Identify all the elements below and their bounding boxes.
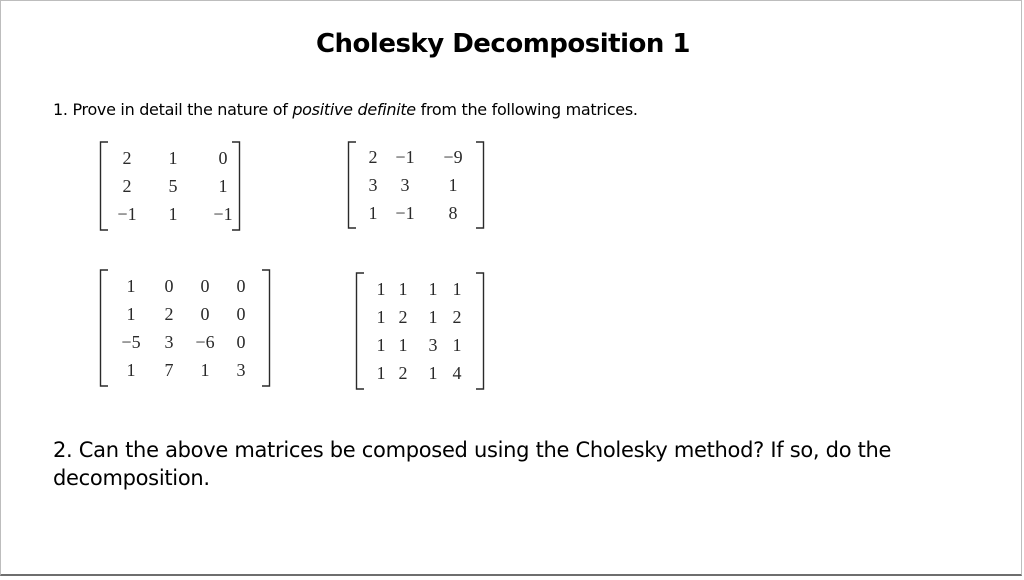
matrix-cell: 1 xyxy=(376,363,386,383)
matrix-cell: 1 xyxy=(448,175,458,195)
matrix-cell: 3 xyxy=(164,332,174,352)
matrix-cell: 1 xyxy=(376,335,386,355)
question-1-suffix: from the following matrices. xyxy=(415,100,638,119)
matrix-cell: −9 xyxy=(443,147,463,167)
matrix-cell: 3 xyxy=(236,360,246,380)
matrix-cell: 0 xyxy=(200,276,210,296)
matrix-cell: −1 xyxy=(213,204,233,224)
matrix-cell: 0 xyxy=(236,304,246,324)
matrix-cell: 2 xyxy=(122,148,132,168)
matrix-cell: 1 xyxy=(126,304,136,324)
matrix-cell: 1 xyxy=(452,279,462,299)
matrix-cell: −1 xyxy=(395,147,415,167)
matrix-cell: 1 xyxy=(452,335,462,355)
matrix-cell: 1 xyxy=(218,176,228,196)
matrix-cell: 1 xyxy=(398,279,408,299)
matrix-cell: 0 xyxy=(236,276,246,296)
matrix-cell: 0 xyxy=(236,332,246,352)
matrix-cell: 1 xyxy=(428,307,438,327)
matrix-cell: 3 xyxy=(428,335,438,355)
matrix-3 xyxy=(99,269,271,387)
matrix-cell: 1 xyxy=(376,307,386,327)
matrix-cell: 7 xyxy=(164,360,174,380)
matrix-cell: 3 xyxy=(368,175,378,195)
page-title: Cholesky Decomposition 1 xyxy=(315,29,691,59)
matrix-cell: 1 xyxy=(126,276,136,296)
matrix-bracket-right xyxy=(261,269,271,387)
matrix-cell: 2 xyxy=(398,363,408,383)
matrix-cell: 1 xyxy=(126,360,136,380)
matrix-cell: 2 xyxy=(122,176,132,196)
question-1-prefix: 1. Prove in detail the nature of xyxy=(53,100,293,119)
matrix-cell: 0 xyxy=(218,148,228,168)
matrix-cell: 5 xyxy=(168,176,178,196)
matrix-bracket-left xyxy=(99,269,109,387)
matrix-cell: 1 xyxy=(398,335,408,355)
matrix-cell: 1 xyxy=(168,204,178,224)
matrix-cell: 3 xyxy=(400,175,410,195)
matrix-cell: 1 xyxy=(200,360,210,380)
matrix-cell: 1 xyxy=(368,203,378,223)
matrix-cell: 4 xyxy=(452,363,462,383)
matrix-cell: 1 xyxy=(428,363,438,383)
matrix-cell: 2 xyxy=(368,147,378,167)
matrix-cell: 2 xyxy=(164,304,174,324)
question-1-emphasis: positive definite xyxy=(292,100,416,119)
matrix-cell: 1 xyxy=(376,279,386,299)
matrix-cell: 1 xyxy=(428,279,438,299)
question-2: 2. Can the above matrices be composed using the Cholesky method? If so, do the decomposition. xyxy=(53,438,892,490)
matrix-4 xyxy=(355,272,485,390)
matrix-cell: −5 xyxy=(121,332,141,352)
matrix-1 xyxy=(99,141,241,231)
matrix-cell: −6 xyxy=(195,332,215,352)
matrix-cell: −1 xyxy=(395,203,415,223)
matrix-cell: 8 xyxy=(448,203,458,223)
matrix-cell: 2 xyxy=(398,307,408,327)
question-1 xyxy=(53,100,638,119)
matrix-cell: −1 xyxy=(117,204,137,224)
matrix-2 xyxy=(347,141,485,229)
matrix-cell: 2 xyxy=(452,307,462,327)
matrix-cell: 1 xyxy=(168,148,178,168)
matrix-cell: 0 xyxy=(200,304,210,324)
matrix-bracket-right xyxy=(475,141,485,229)
matrix-cell: 0 xyxy=(164,276,174,296)
